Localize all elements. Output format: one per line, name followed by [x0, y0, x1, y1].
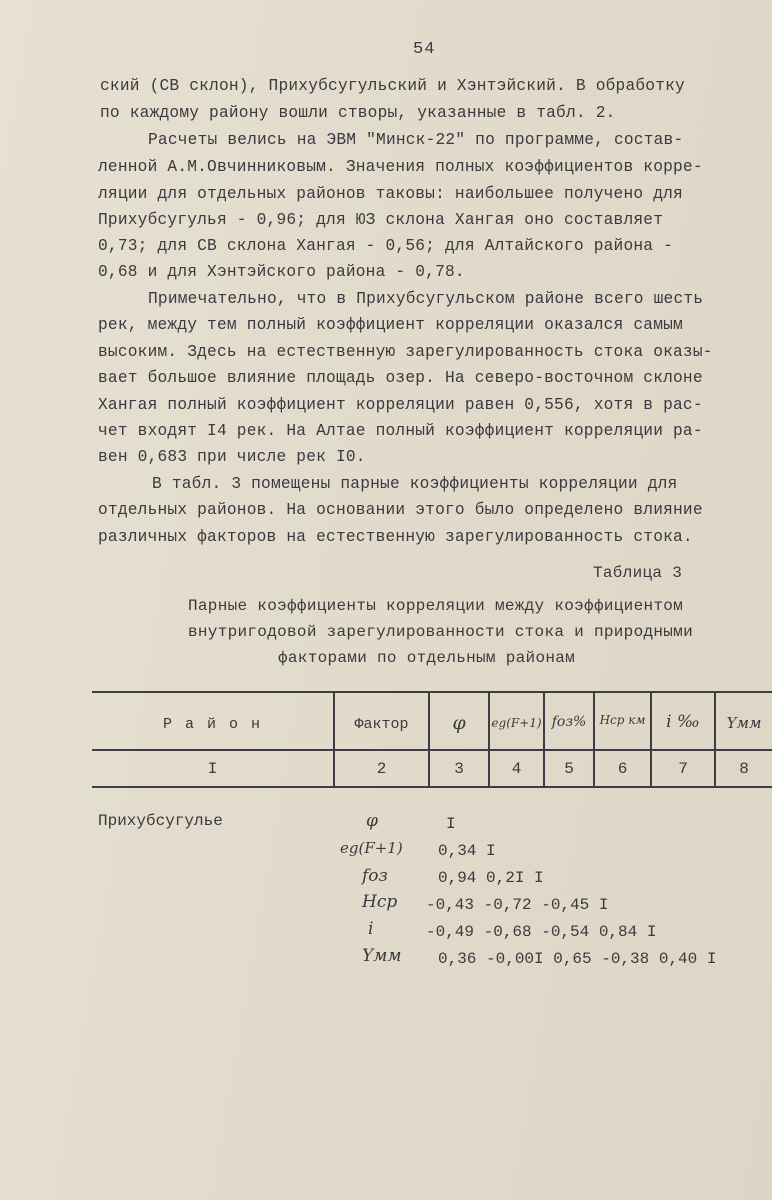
matrix-row-values: -0,49 -0,68 -0,54 0,84 I — [426, 923, 657, 941]
text-line: 0,73; для СВ склона Хангая - 0,56; для Алтайского района - — [98, 237, 674, 255]
matrix-row-values: 0,94 0,2I I — [438, 869, 544, 887]
text-line: вен 0,683 при числе рек I0. — [98, 448, 366, 466]
column-number: I — [207, 760, 218, 778]
header-runoff: Yмм — [726, 714, 762, 732]
column-number: 4 — [511, 760, 522, 778]
text-line: по каждому району вошли створы, указанные в табл. 2. — [100, 104, 616, 122]
column-number: 8 — [739, 760, 749, 778]
column-number: 7 — [678, 760, 688, 778]
header-phi: φ — [452, 712, 466, 734]
text-line: чет входят I4 рек. На Алтае полный коэффициент корреляции ра- — [98, 422, 703, 440]
matrix-row-label: fоз — [362, 866, 388, 886]
text-line: ляции для отдельных районов таковы: наибольшее получено для — [98, 185, 683, 203]
text-line: рек, между тем полный коэффициент корреляции оказался самым — [98, 316, 683, 334]
text-line: Расчеты велись на ЭВМ "Минск-22" по программе, состав- — [148, 131, 684, 149]
table-caption-line: Парные коэффициенты корреляции между коэффициентом — [188, 597, 684, 615]
table-caption-line: внутригодовой зарегулированности стока и природными — [188, 623, 693, 641]
header-lakes: fоз% — [551, 714, 587, 730]
header-lg-area: eg(F+1) — [491, 716, 542, 730]
matrix-row-label: φ — [366, 811, 378, 831]
column-number: 2 — [376, 760, 387, 778]
text-line: Хангая полный коэффициент корреляции равен 0,556, хотя в рас- — [98, 396, 703, 414]
text-line: различных факторов на естественную зарегулированность стока. — [98, 528, 693, 546]
table-number-rule — [92, 786, 772, 788]
header-factor: Фактор — [354, 716, 409, 733]
text-line: высоким. Здесь на естественную зарегулированность стока оказы- — [98, 343, 713, 361]
matrix-row-label: Yмм — [362, 946, 402, 966]
header-region: Р а й о н — [162, 716, 262, 733]
text-line: В табл. 3 помещены парные коэффициенты корреляции для — [152, 475, 678, 493]
text-line: вает большое влияние площадь озер. На северо-восточном склоне — [98, 369, 703, 387]
page-number: 54 — [413, 40, 436, 59]
matrix-row-values: 0,36 -0,00I 0,65 -0,38 0,40 I — [438, 950, 717, 968]
text-line: отдельных районов. На основании этого было определено влияние — [98, 501, 703, 519]
text-line: 0,68 и для Хэнтэйского района - 0,78. — [98, 263, 465, 281]
matrix-row-values: I — [446, 815, 456, 833]
table-caption-line: факторами по отдельным районам — [278, 649, 576, 667]
column-number: 5 — [564, 760, 574, 778]
header-slope: i ‰ — [666, 712, 700, 732]
text-line: Прихубсугулья - 0,96; для ЮЗ склона Хангая оно составляет — [98, 211, 664, 229]
matrix-row-label: eg(F+1) — [340, 839, 403, 857]
text-line: ленной А.М.Овчинниковым. Значения полных коэффициентов корре- — [98, 158, 703, 176]
text-line: Примечательно, что в Прихубсугульском районе всего шесть — [148, 290, 704, 308]
header-height: Hср км — [599, 713, 646, 727]
region-name: Прихубсугулье — [98, 812, 223, 830]
matrix-row-label: Hср — [362, 892, 398, 912]
matrix-row-values: 0,34 I — [438, 842, 496, 860]
table-header-rule — [92, 749, 772, 751]
matrix-row-values: -0,43 -0,72 -0,45 I — [426, 896, 609, 914]
text-line: ский (СВ склон), Прихубсугульский и Хэнтэйский. В обработку — [100, 77, 685, 95]
column-number: 6 — [617, 760, 628, 778]
table-label: Таблица 3 — [593, 564, 683, 582]
table-top-rule — [92, 691, 772, 693]
column-number: 3 — [454, 760, 464, 778]
matrix-row-label: i — [368, 919, 374, 939]
